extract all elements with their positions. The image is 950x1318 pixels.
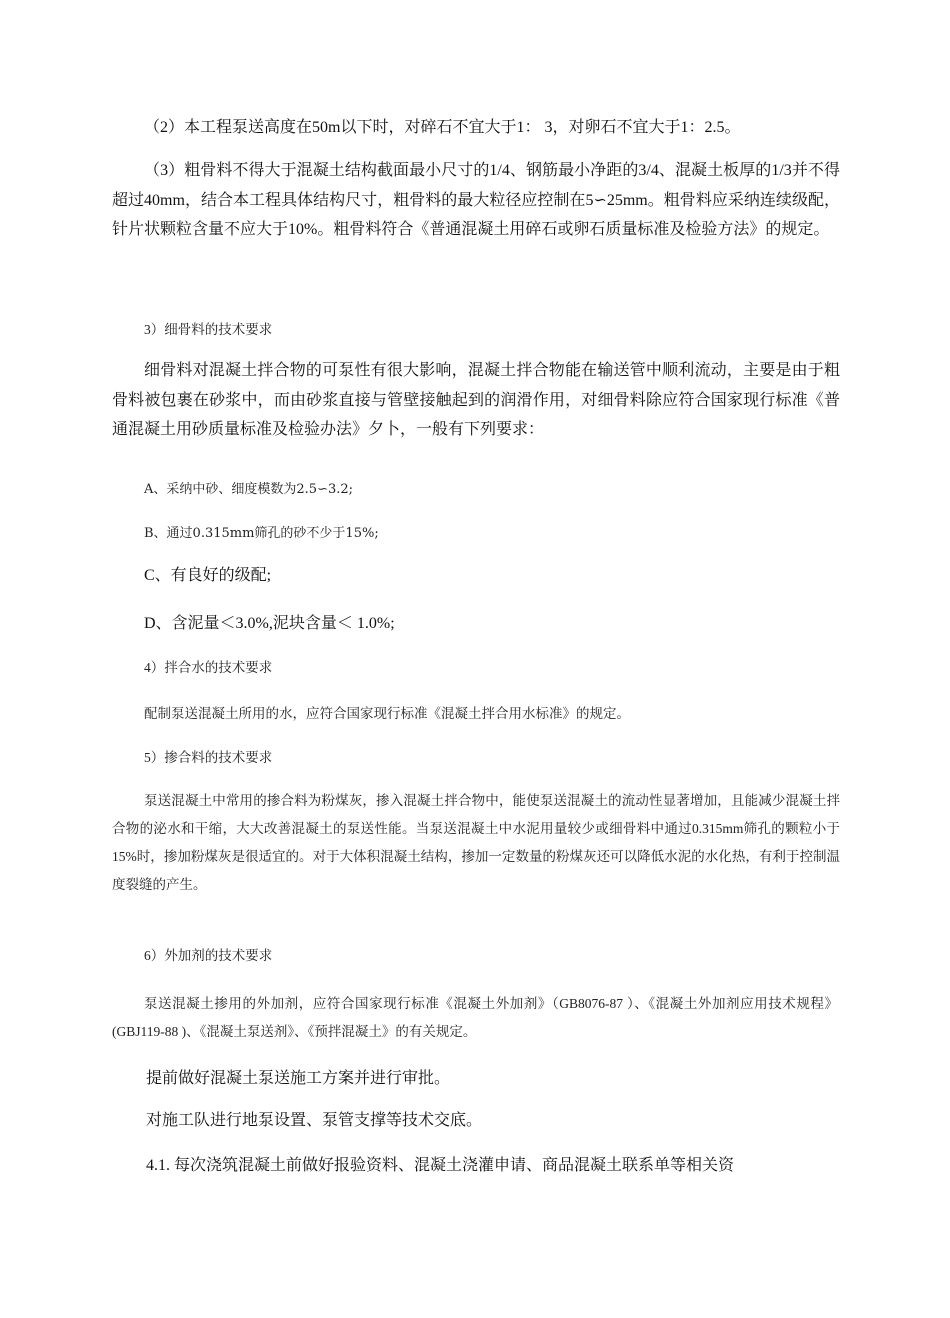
list-item-d: D、含泥量＜3.0%,泥块含量＜ 1.0%; [144,615,395,632]
heading-mixing-water: 4）拌合水的技术要求 [144,660,273,675]
paragraph-additive: 泵送混凝土掺用的外加剂，应符合国家现行标准《混凝土外加剂》（GB8076-87 ）、《混凝土外加剂应用技术规程》(GBJ119-88 )、《混凝土泵送剂》、《预拌混凝土》的有关规定。 [112,996,838,1039]
paragraph-admixture: 泵送混凝土中常用的掺合料为粉煤灰，掺入混凝土拌合物中，能使泵送混凝土的流动性显著增加，且能减少混凝土拌合物的泌水和干缩，大大改善混凝土的泵送性能。当泵送混凝土中水泥用量较少或细骨料中通过0.315mm筛孔的颗粒小于15%时，掺加粉煤灰是很适宜的。对于大体积混凝土结构，掺加一定数量的粉煤灰还可以降低水泥的水化热，有利于控制温度裂缝的产生。 [112,793,840,892]
paragraph-technical-briefing: 对施工队进行地泵设置、泵管支撑等技术交底。 [146,1112,483,1129]
paragraph-coarse-aggregate: （3）粗骨料不得大于混凝土结构截面最小尺寸的1/4、钢筋最小净距的3/4、混凝土板厚的1/3并不得超过40mm，结合本工程具体结构尺寸，粗骨料的最大粒径应控制在5∽25mm。粗骨料应采纳连续级配，针片状颗粒含量不应大于10%。粗骨料符合《普通混凝土用碎石或卵石质量标准及检验方法》的规定。 [112,162,840,238]
paragraph-fine-aggregate: 细骨料对混凝土拌合物的可泵性有很大影响，混凝土拌合物能在输送管中顺利流动，主要是由于粗骨料被包裹在砂浆中，而由砂浆直接与管壁接触起到的润滑作用，对细骨料除应符合国家现行标准《普通混凝土用砂质量标准及检验办法》夕卜，一般有下列要求： [112,362,840,438]
heading-fine-aggregate: 3）细骨料的技术要求 [144,322,273,337]
paragraph-mixing-water: 配制泵送混凝土所用的水，应符合国家现行标准《混凝土拌合用水标准》的规定。 [144,706,630,721]
heading-admixture: 5）掺合料的技术要求 [144,750,273,765]
list-item-a: A、采纳中砂、细度模数为2.5∽3.2; [144,482,354,497]
paragraph-construction-plan: 提前做好混凝土泵送施工方案并进行审批。 [146,1070,451,1087]
paragraph-pump-height: （2）本工程泵送高度在50m以下时，对碎石不宜大于1： 3，对卵石不宜大于1：2.5。 [144,119,741,136]
list-item-b: B、通过0.315mm筛孔的砂不少于15%; [144,526,379,541]
paragraph-pouring-preparation: 4.1. 每次浇筑混凝土前做好报验资料、混凝土浇灌申请、商品混凝土联系单等相关资 [146,1157,735,1174]
list-item-c: C、有良好的级配; [144,567,272,584]
heading-additive: 6）外加剂的技术要求 [144,948,273,963]
